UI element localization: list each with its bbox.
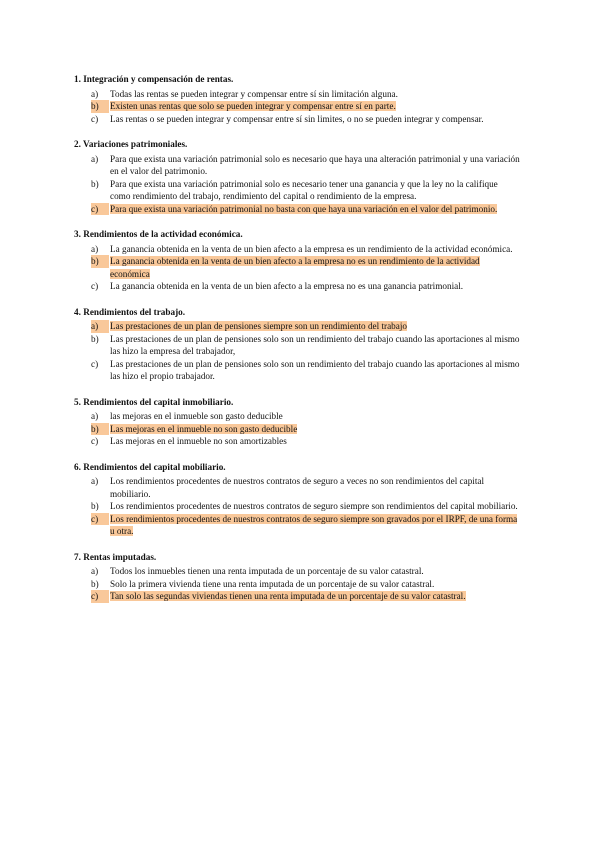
answer-text: Solo la primera vivienda tiene una renta imputada de un porcentaje de su valor catastral. [110, 578, 435, 589]
answer-option-1-3 [74, 113, 520, 126]
question-number: 6. [74, 461, 81, 472]
answer-letter: b) [91, 333, 99, 344]
answer-text: Los rendimientos procedentes de nuestros contratos de seguro siempre son gravados por el IRPF, de una forma u otra. [110, 513, 518, 536]
answer-option-7-3-highlighted [74, 590, 520, 603]
answer-option-2-3-highlighted [74, 203, 520, 216]
answer-option-5-1 [74, 410, 520, 423]
answer-text: Para que exista una variación patrimonial no basta con que haya una variación en el valor del patrimonio. [110, 203, 498, 214]
answer-letter: c) [91, 358, 99, 369]
question-heading: 5. Rendimientos del capital inmobiliario. [74, 396, 234, 407]
question-number: 2. [74, 139, 81, 149]
answer-letter: b) [91, 178, 99, 189]
answer-letter: a) [91, 243, 99, 254]
question-2 [74, 138, 520, 215]
question-number: 5. [74, 396, 81, 407]
answer-text: Los rendimientos procedentes de nuestros contratos de seguro siempre son rendimientos del capital mobiliario. [110, 501, 518, 511]
answer-letter: b) [91, 501, 99, 511]
answer-option-6-2 [74, 500, 520, 513]
answer-options [74, 410, 520, 448]
answer-letter: a) [91, 153, 99, 164]
answer-text: Para que exista una variación patrimonial solo es necesario que haya una alteración patrimonial y una variación en el valor del patrimonio. [110, 153, 520, 176]
answer-option-5-2-highlighted [74, 423, 520, 436]
answer-letter: c) [91, 590, 109, 603]
question-title: Rendimientos del capital inmobiliario [83, 396, 231, 407]
answer-letter: b) [91, 100, 109, 113]
answer-option-7-2 [74, 578, 520, 591]
question-5 [74, 396, 520, 448]
question-heading: 2. Variaciones patrimoniales. [74, 139, 188, 149]
quiz-document [74, 73, 520, 616]
answer-option-4-3 [74, 358, 520, 383]
answer-letter: b) [91, 578, 99, 589]
answer-option-1-2-highlighted [74, 100, 520, 113]
answer-letter: a) [91, 88, 99, 99]
answer-text: Los rendimientos procedentes de nuestros contratos de seguro a veces no son rendimientos del capital mobiliario. [110, 476, 485, 499]
question-heading: 3. Rendimientos de la actividad económica. [74, 229, 243, 239]
answer-letter: c) [91, 203, 109, 216]
question-title: Variaciones patrimoniales [83, 139, 186, 149]
answer-option-1-1 [74, 88, 520, 101]
answer-option-2-1 [74, 153, 520, 178]
answer-letter: a) [91, 320, 109, 333]
answer-option-4-2 [74, 333, 520, 358]
question-1 [74, 73, 520, 125]
answer-option-6-3-highlighted [74, 513, 520, 538]
answer-options [74, 243, 520, 293]
answer-letter: a) [91, 411, 99, 421]
answer-text: Todas las rentas se pueden integrar y compensar entre sí sin limitación alguna. [110, 88, 398, 99]
question-number: 3. [74, 229, 81, 239]
answer-option-7-1 [74, 565, 520, 578]
answer-option-3-1 [74, 243, 520, 256]
answer-option-2-2 [74, 178, 520, 203]
answer-letter: a) [91, 566, 99, 576]
question-title: Integración y compensación de rentas [83, 74, 232, 84]
answer-text: Las mejoras en el inmueble no son amortizables [110, 436, 287, 446]
answer-text: La ganancia obtenida en la venta de un bien afecto a la empresa no es un rendimiento de la actividad económica [110, 256, 480, 279]
answer-options [74, 88, 520, 126]
answer-option-4-1-highlighted [74, 320, 520, 333]
answer-letter: b) [91, 255, 109, 268]
answer-text: Existen unas rentas que solo se pueden integrar y compensar entre sí en parte. [110, 101, 396, 111]
question-title: Rendimientos del capital mobiliario [83, 461, 224, 472]
answer-letter: c) [91, 513, 109, 526]
answer-letter: b) [91, 423, 109, 436]
answer-text: Las rentas o se pueden integrar y compensar entre sí sin limites, o no se pueden integrar y compensar. [110, 113, 484, 124]
answer-text: Para que exista una variación patrimonial solo es necesario tener una ganancia y que la ley no la califique como rendimiento del trabajo, rendimiento del capital o rendimiento de la empresa. [110, 178, 498, 201]
question-6 [74, 461, 520, 538]
answer-options [74, 475, 520, 538]
answer-text: Tan solo las segundas viviendas tienen una renta imputada de un porcentaje de su valor catastral. [110, 591, 466, 601]
answer-option-6-1 [74, 475, 520, 500]
answer-text: Todos los inmuebles tienen una renta imputada de un porcentaje de su valor catastral. [110, 566, 424, 576]
answer-letter: c) [91, 436, 99, 446]
question-title: Rendimientos del trabajo [83, 306, 183, 317]
question-7 [74, 551, 520, 603]
answer-letter: c) [91, 281, 99, 291]
answer-text: Las prestaciones de un plan de pensiones siempre son un rendimiento del trabajo [110, 321, 407, 331]
answer-option-3-3 [74, 280, 520, 293]
answer-text: La ganancia obtenida en la venta de un bien afecto a la empresa no es una ganancia patrimonial. [110, 281, 464, 291]
question-number: 4. [74, 306, 81, 317]
question-4 [74, 306, 520, 383]
question-3 [74, 228, 520, 293]
question-title: Rendimientos de la actividad económica [83, 229, 241, 239]
answer-letter: a) [91, 476, 99, 486]
answer-letter: c) [91, 113, 99, 124]
answer-text: Las mejoras en el inmueble no son gasto deducible [110, 423, 298, 434]
question-number: 1. [74, 74, 81, 84]
answer-text: las mejoras en el inmueble son gasto deducible [110, 411, 283, 421]
answer-option-5-3 [74, 435, 520, 448]
question-title: Rentas imputadas [83, 551, 154, 562]
answer-text: Las prestaciones de un plan de pensiones solo son un rendimiento del trabajo cuando las aportaciones al mismo las hizo la empresa del trabajador, [110, 333, 520, 356]
answer-text: Las prestaciones de un plan de pensiones solo son un rendimiento del trabajo cuando las aportaciones al mismo las hizo el propio trabajador. [110, 358, 520, 381]
answer-options [74, 320, 520, 383]
question-number: 7. [74, 551, 81, 562]
answer-text: La ganancia obtenida en la venta de un bien afecto a la empresa es un rendimiento de la actividad económica. [110, 243, 513, 254]
question-heading: 7. Rentas imputadas. [74, 551, 157, 562]
answer-options [74, 153, 520, 216]
answer-option-3-2-highlighted [74, 255, 520, 280]
question-heading: 4. Rendimientos del trabajo. [74, 306, 186, 317]
question-heading: 1. Integración y compensación de rentas. [74, 74, 234, 84]
answer-options [74, 565, 520, 603]
question-heading: 6. Rendimientos del capital mobiliario. [74, 461, 226, 472]
